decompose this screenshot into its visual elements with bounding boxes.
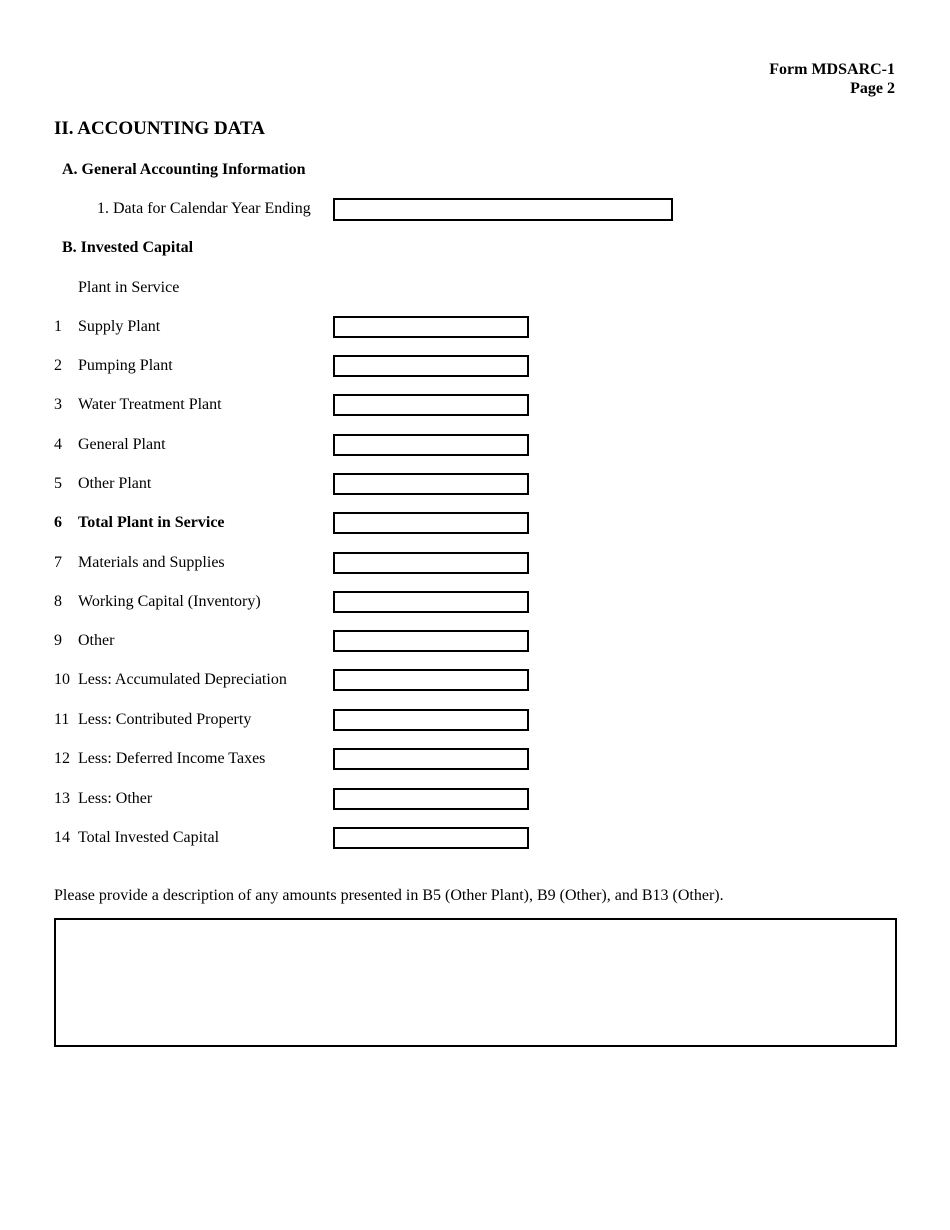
materials-and-supplies-field[interactable] [333,552,529,574]
plant-in-service-label: Plant in Service [78,279,180,296]
row-number: 5 [54,475,62,492]
row-label: Working Capital (Inventory) [78,593,261,610]
row-label: Other [78,632,115,649]
row-label: Less: Other [78,790,153,807]
invested-row-contributed-property [0,709,950,731]
row-label: Total Plant in Service [78,514,225,531]
row-number: 11 [54,711,70,728]
working-capital-field[interactable] [333,591,529,613]
row-label: Less: Accumulated Depreciation [78,671,287,688]
general-accounting-heading: A. General Accounting Information [62,161,306,178]
general-plant-field[interactable] [333,434,529,456]
invested-row-other [0,630,950,652]
invested-row-general-plant [0,434,950,456]
description-prompt: Please provide a description of any amounts presented in B5 (Other Plant), B9 (Other), and B13 (Other). [54,887,724,904]
row-number: 10 [54,671,70,688]
section-title: II. ACCOUNTING DATA [54,118,265,139]
invested-row-total-plant-in-service [0,512,950,534]
row-label: Total Invested Capital [78,829,220,846]
total-invested-capital-field[interactable] [333,827,529,849]
row-label: General Plant [78,436,166,453]
invested-row-working-capital [0,591,950,613]
row-number: 6 [54,514,62,531]
water-treatment-plant-field[interactable] [333,394,529,416]
calendar-year-label: 1. Data for Calendar Year Ending [97,200,311,217]
row-label: Water Treatment Plant [78,396,222,413]
other-field[interactable] [333,630,529,652]
supply-plant-field[interactable] [333,316,529,338]
row-number: 1 [54,318,62,335]
row-number: 3 [54,396,62,413]
row-number: 14 [54,829,70,846]
invested-capital-heading: B. Invested Capital [62,239,194,256]
form-identifier [769,60,895,98]
accumulated-depreciation-field[interactable] [333,669,529,691]
description-textarea[interactable] [54,918,897,1047]
less-other-field[interactable] [333,788,529,810]
calendar-year-field[interactable] [333,198,673,221]
row-number: 13 [54,790,70,807]
row-number: 9 [54,632,62,649]
row-number: 12 [54,750,70,767]
row-label: Pumping Plant [78,357,173,374]
row-number: 8 [54,593,62,610]
total-plant-in-service-field[interactable] [333,512,529,534]
page-number: Page 2 [850,80,895,97]
invested-row-less-other [0,788,950,810]
invested-row-deferred-income-taxes [0,748,950,770]
invested-row-supply-plant [0,316,950,338]
row-number: 7 [54,554,62,571]
contributed-property-field[interactable] [333,709,529,731]
invested-row-other-plant [0,473,950,495]
invested-row-total-invested-capital [0,827,950,849]
invested-row-pumping-plant [0,355,950,377]
invested-row-water-treatment-plant [0,394,950,416]
other-plant-field[interactable] [333,473,529,495]
pumping-plant-field[interactable] [333,355,529,377]
row-label: Other Plant [78,475,152,492]
row-label: Less: Deferred Income Taxes [78,750,266,767]
row-number: 2 [54,357,62,374]
invested-row-materials-and-supplies [0,552,950,574]
form-name: Form MDSARC-1 [769,61,895,78]
invested-row-accumulated-depreciation [0,669,950,691]
row-label: Less: Contributed Property [78,711,252,728]
row-label: Materials and Supplies [78,554,225,571]
row-number: 4 [54,436,62,453]
row-label: Supply Plant [78,318,161,335]
deferred-income-taxes-field[interactable] [333,748,529,770]
